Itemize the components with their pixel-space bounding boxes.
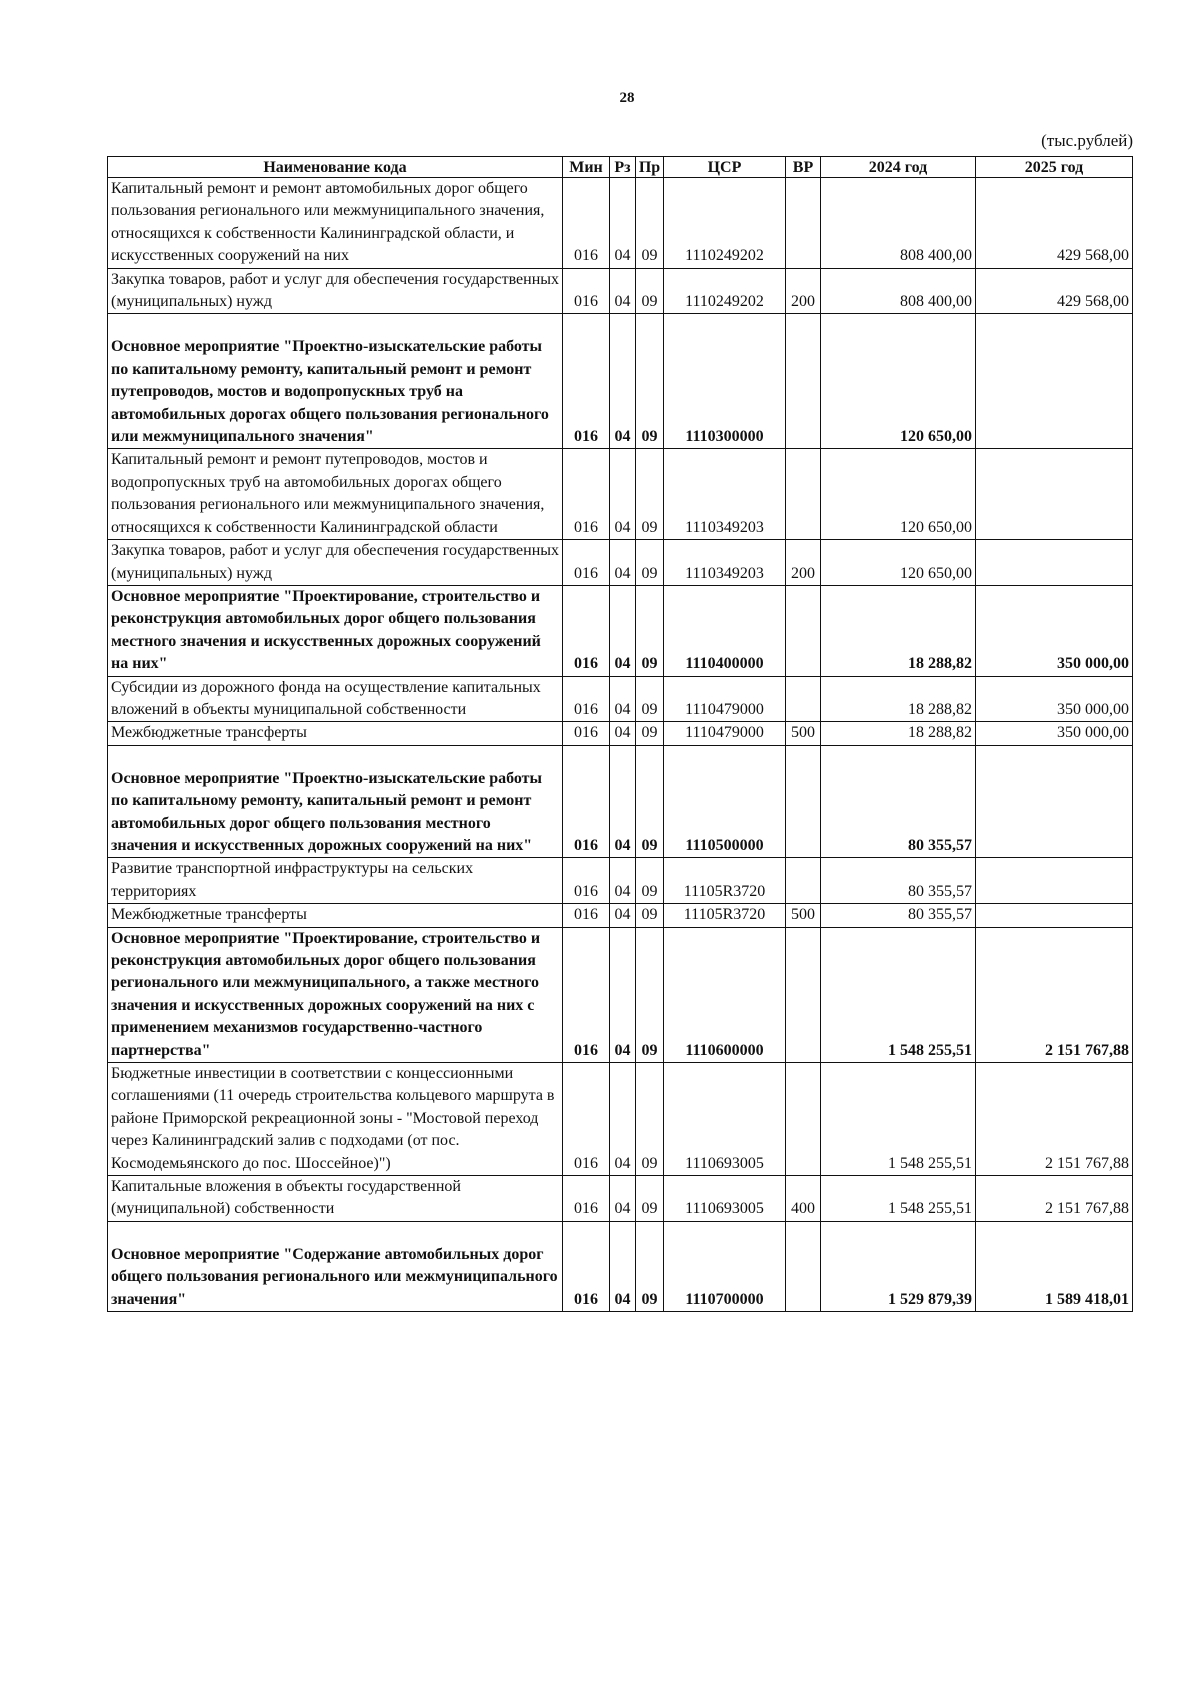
cell-2024: 1 548 255,51: [821, 1176, 976, 1222]
cell-pr: 09: [636, 268, 664, 314]
table-row: [108, 1221, 1133, 1311]
cell-min: 016: [563, 449, 610, 540]
units-label: (тыс.рублей): [1041, 131, 1133, 150]
cell-2024: 120 650,00: [821, 449, 976, 540]
cell-2024: 808 400,00: [821, 178, 976, 269]
cell-name: Капитальный ремонт и ремонт автомобильных дорог общего пользования регионального или межмуниципального значения, относящихся к собственности Калининградской области, и искусственных сооружений на них: [108, 178, 563, 269]
header-csr: ЦСР: [664, 157, 786, 178]
cell-name: Межбюджетные трансферты: [108, 722, 563, 745]
table-row: [108, 927, 1133, 1062]
cell-name: Закупка товаров, работ и услуг для обеспечения государственных (муниципальных) нужд: [108, 268, 563, 314]
cell-rz: 04: [610, 745, 636, 858]
cell-name: Субсидии из дорожного фонда на осуществление капитальных вложений в объекты муниципальной собственности: [108, 676, 563, 722]
table-row: [108, 314, 1133, 449]
cell-vr: [786, 676, 821, 722]
cell-min: 016: [563, 1176, 610, 1222]
cell-2024: 18 288,82: [821, 585, 976, 676]
cell-pr: 09: [636, 858, 664, 904]
cell-name: Основное мероприятие "Проектирование, строительство и реконструкция автомобильных дорог общего пользования местного значения и искусственных дорожных сооружений на них": [108, 585, 563, 676]
table-row: [108, 745, 1133, 858]
table-row: [108, 676, 1133, 722]
cell-rz: 04: [610, 927, 636, 1062]
cell-2025: 350 000,00: [976, 585, 1133, 676]
cell-vr: [786, 858, 821, 904]
cell-pr: 09: [636, 927, 664, 1062]
cell-csr: 1110693005: [664, 1176, 786, 1222]
cell-vr: [786, 927, 821, 1062]
cell-vr: [786, 314, 821, 449]
cell-min: 016: [563, 858, 610, 904]
cell-csr: 1110349203: [664, 540, 786, 586]
cell-pr: 09: [636, 540, 664, 586]
cell-vr: [786, 449, 821, 540]
cell-name: Развитие транспортной инфраструктуры на сельских территориях: [108, 858, 563, 904]
cell-2024: 80 355,57: [821, 858, 976, 904]
table-row: [108, 540, 1133, 586]
cell-pr: 09: [636, 1176, 664, 1222]
cell-min: 016: [563, 268, 610, 314]
table-header-row: [108, 157, 1133, 178]
cell-2025: 429 568,00: [976, 178, 1133, 269]
cell-min: 016: [563, 540, 610, 586]
cell-min: 016: [563, 904, 610, 927]
cell-min: 016: [563, 722, 610, 745]
cell-rz: 04: [610, 540, 636, 586]
page-number: 28: [619, 90, 635, 106]
cell-min: 016: [563, 314, 610, 449]
cell-2025: [976, 858, 1133, 904]
cell-min: 016: [563, 1063, 610, 1176]
cell-2024: 80 355,57: [821, 904, 976, 927]
cell-rz: 04: [610, 1063, 636, 1176]
cell-pr: 09: [636, 745, 664, 858]
cell-2025: 429 568,00: [976, 268, 1133, 314]
cell-min: 016: [563, 927, 610, 1062]
cell-pr: 09: [636, 904, 664, 927]
cell-min: 016: [563, 178, 610, 269]
cell-pr: 09: [636, 676, 664, 722]
cell-pr: 09: [636, 585, 664, 676]
table-row: [108, 1176, 1133, 1222]
table-row: [108, 268, 1133, 314]
cell-csr: 1110500000: [664, 745, 786, 858]
cell-rz: 04: [610, 722, 636, 745]
cell-2025: [976, 540, 1133, 586]
cell-2025: 350 000,00: [976, 676, 1133, 722]
cell-rz: 04: [610, 314, 636, 449]
cell-2024: 18 288,82: [821, 676, 976, 722]
header-pr: Пр: [636, 157, 664, 178]
header-min: Мин: [563, 157, 610, 178]
cell-2025: [976, 904, 1133, 927]
cell-vr: 400: [786, 1176, 821, 1222]
table-row: [108, 1063, 1133, 1176]
cell-rz: 04: [610, 585, 636, 676]
cell-2024: 808 400,00: [821, 268, 976, 314]
cell-2024: 1 548 255,51: [821, 1063, 976, 1176]
header-rz: Рз: [610, 157, 636, 178]
cell-pr: 09: [636, 1221, 664, 1311]
cell-2025: 2 151 767,88: [976, 927, 1133, 1062]
cell-name: Капитальный ремонт и ремонт путепроводов, мостов и водопропускных труб на автомобильных дорогах общего пользования регионального или межмуниципального значения, относящихся к собственности Калининградской области: [108, 449, 563, 540]
cell-csr: 1110300000: [664, 314, 786, 449]
cell-rz: 04: [610, 449, 636, 540]
cell-name: Основное мероприятие "Проектно-изыскательские работы по капитальному ремонту, капитальный ремонт и ремонт путепроводов, мостов и водопропускных труб на автомобильных дорогах общего пользования регионального или межмуниципального значения": [108, 314, 563, 449]
cell-rz: 04: [610, 858, 636, 904]
cell-csr: 1110479000: [664, 676, 786, 722]
header-2024: 2024 год: [821, 157, 976, 178]
budget-table: [107, 156, 1133, 1312]
cell-vr: [786, 178, 821, 269]
cell-vr: 500: [786, 904, 821, 927]
header-name: Наименование кода: [108, 157, 563, 178]
cell-2025: 350 000,00: [976, 722, 1133, 745]
cell-2024: 80 355,57: [821, 745, 976, 858]
cell-2025: 1 589 418,01: [976, 1221, 1133, 1311]
cell-rz: 04: [610, 1176, 636, 1222]
cell-pr: 09: [636, 1063, 664, 1176]
table-row: [108, 722, 1133, 745]
cell-2024: 18 288,82: [821, 722, 976, 745]
cell-csr: 1110400000: [664, 585, 786, 676]
cell-pr: 09: [636, 722, 664, 745]
cell-name: Основное мероприятие "Проектно-изыскательские работы по капитальному ремонту, капитальный ремонт и ремонт автомобильных дорог общего пользования местного значения и искусственных дорожных сооружений на них": [108, 745, 563, 858]
cell-rz: 04: [610, 268, 636, 314]
cell-name: Бюджетные инвестиции в соответствии с концессионными соглашениями (11 очередь строительства кольцевого маршрута в районе Приморской рекреационной зоны - "Мостовой переход через Калининградский залив с подходами (от пос. Космодемьянского до пос. Шоссейное)"): [108, 1063, 563, 1176]
table-row: [108, 178, 1133, 269]
cell-2024: 120 650,00: [821, 314, 976, 449]
cell-rz: 04: [610, 178, 636, 269]
cell-rz: 04: [610, 904, 636, 927]
table-row: [108, 585, 1133, 676]
cell-pr: 09: [636, 449, 664, 540]
cell-csr: 1110600000: [664, 927, 786, 1062]
cell-csr: 1110693005: [664, 1063, 786, 1176]
cell-min: 016: [563, 676, 610, 722]
cell-pr: 09: [636, 178, 664, 269]
cell-2025: [976, 745, 1133, 858]
cell-name: Закупка товаров, работ и услуг для обеспечения государственных (муниципальных) нужд: [108, 540, 563, 586]
cell-csr: 1110349203: [664, 449, 786, 540]
cell-name: Основное мероприятие "Проектирование, строительство и реконструкция автомобильных дорог общего пользования регионального или межмуниципального, а также местного значения и искусственных дорожных сооружений на них с применением механизмов государственно-частного партнерства": [108, 927, 563, 1062]
cell-2025: [976, 449, 1133, 540]
cell-vr: 200: [786, 540, 821, 586]
cell-vr: [786, 1063, 821, 1176]
cell-vr: 200: [786, 268, 821, 314]
cell-csr: 1110249202: [664, 178, 786, 269]
cell-vr: [786, 1221, 821, 1311]
cell-csr: 11105R3720: [664, 904, 786, 927]
cell-csr: 1110479000: [664, 722, 786, 745]
cell-name: Межбюджетные трансферты: [108, 904, 563, 927]
cell-csr: 1110249202: [664, 268, 786, 314]
cell-2024: 1 529 879,39: [821, 1221, 976, 1311]
cell-pr: 09: [636, 314, 664, 449]
header-vr: ВР: [786, 157, 821, 178]
cell-name: Основное мероприятие "Содержание автомобильных дорог общего пользования регионального или межмуниципального значения": [108, 1221, 563, 1311]
cell-min: 016: [563, 1221, 610, 1311]
cell-min: 016: [563, 585, 610, 676]
cell-vr: 500: [786, 722, 821, 745]
cell-rz: 04: [610, 676, 636, 722]
table-row: [108, 449, 1133, 540]
cell-name: Капитальные вложения в объекты государственной (муниципальной) собственности: [108, 1176, 563, 1222]
table-row: [108, 858, 1133, 904]
cell-vr: [786, 585, 821, 676]
cell-vr: [786, 745, 821, 858]
cell-2024: 1 548 255,51: [821, 927, 976, 1062]
cell-2025: 2 151 767,88: [976, 1063, 1133, 1176]
cell-rz: 04: [610, 1221, 636, 1311]
table-row: [108, 904, 1133, 927]
cell-csr: 11105R3720: [664, 858, 786, 904]
header-2025: 2025 год: [976, 157, 1133, 178]
cell-min: 016: [563, 745, 610, 858]
cell-2025: 2 151 767,88: [976, 1176, 1133, 1222]
cell-2024: 120 650,00: [821, 540, 976, 586]
cell-csr: 1110700000: [664, 1221, 786, 1311]
cell-2025: [976, 314, 1133, 449]
